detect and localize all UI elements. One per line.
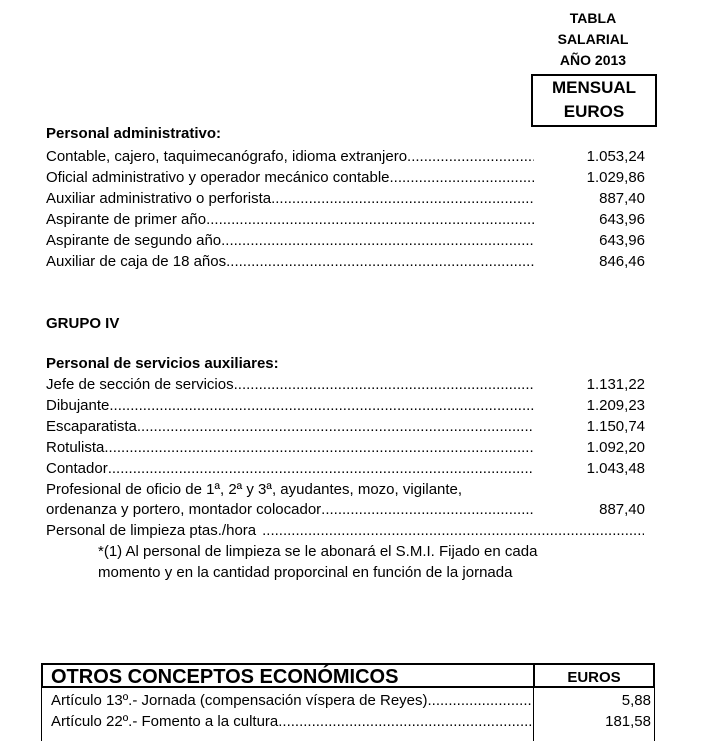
table-row: Jefe de sección de servicios ..... <box>46 375 534 395</box>
header-euros: EUROS <box>563 102 625 121</box>
otros-left-border <box>41 688 42 741</box>
table-row: ordenanza y portero, montador colocador ..... <box>46 500 534 520</box>
table-row: Artículo 22º.- Fomento a la cultura ..... <box>51 712 533 732</box>
servicios-title: Personal de servicios auxiliares: <box>46 355 279 372</box>
table-row: Auxiliar de caja de 18 años ..... <box>46 252 534 272</box>
row-value: 1.043,48 <box>586 460 645 477</box>
row-value: 846,46 <box>599 253 645 270</box>
limpieza-note: *(1) Al personal de limpieza se le abonará el S.M.I. Fijado en cada momento y en la cantidad proporcinal en función de la jornada <box>98 543 538 581</box>
mensual-euros-box <box>531 74 657 127</box>
row-value: 1.150,74 <box>586 418 645 435</box>
table-row: Auxiliar administrativo o perforista ..... <box>46 189 534 209</box>
row-value: 1.029,86 <box>586 169 645 186</box>
row-value: 643,96 <box>599 232 645 249</box>
profesional-line1: Profesional de oficio de 1ª, 2ª y 3ª, ayudantes, mozo, vigilante, <box>46 481 463 498</box>
header-tabla: TABLA <box>569 10 617 26</box>
otros-mid-border <box>533 688 534 741</box>
table-row: Artículo 13º.- Jornada (compensación víspera de Reyes) ..... <box>51 691 533 711</box>
row-value: 887,40 <box>599 190 645 207</box>
table-row: Rotulista ..... <box>46 438 534 458</box>
row-value: 1.131,22 <box>586 376 645 393</box>
header-anio: AÑO 2013 <box>559 52 627 68</box>
table-row: Contable, cajero, taquimecanógrafo, idioma extranjero ..... <box>46 147 534 167</box>
row-value: 643,96 <box>599 211 645 228</box>
grupo-title: GRUPO IV <box>46 315 120 332</box>
header-salarial: SALARIAL <box>557 31 629 47</box>
table-row: Oficial administrativo y operador mecánico contable ..... <box>46 168 534 188</box>
table-row: Dibujante ..... <box>46 396 534 416</box>
otros-title: OTROS CONCEPTOS ECONÓMICOS <box>41 663 535 688</box>
row-value: 1.092,20 <box>586 439 645 456</box>
row-value: 887,40 <box>599 501 645 518</box>
otros-euros-header: EUROS <box>533 663 655 688</box>
table-row: Aspirante de segundo año ..... <box>46 231 534 251</box>
table-row: Escaparatista ..... <box>46 417 534 437</box>
row-value: 1.209,23 <box>586 397 645 414</box>
limpieza-row: Personal de limpieza ptas./hora ..... <box>46 521 644 541</box>
row-value: 5,88 <box>621 692 651 709</box>
otros-right-border <box>654 688 655 741</box>
header-mensual: MENSUAL <box>551 78 637 97</box>
row-value: 1.053,24 <box>586 148 645 165</box>
table-row: Contador ..... <box>46 459 534 479</box>
table-row: Aspirante de primer año ..... <box>46 210 534 230</box>
row-value: 181,58 <box>605 713 651 730</box>
admin-title: Personal administrativo: <box>46 125 222 142</box>
